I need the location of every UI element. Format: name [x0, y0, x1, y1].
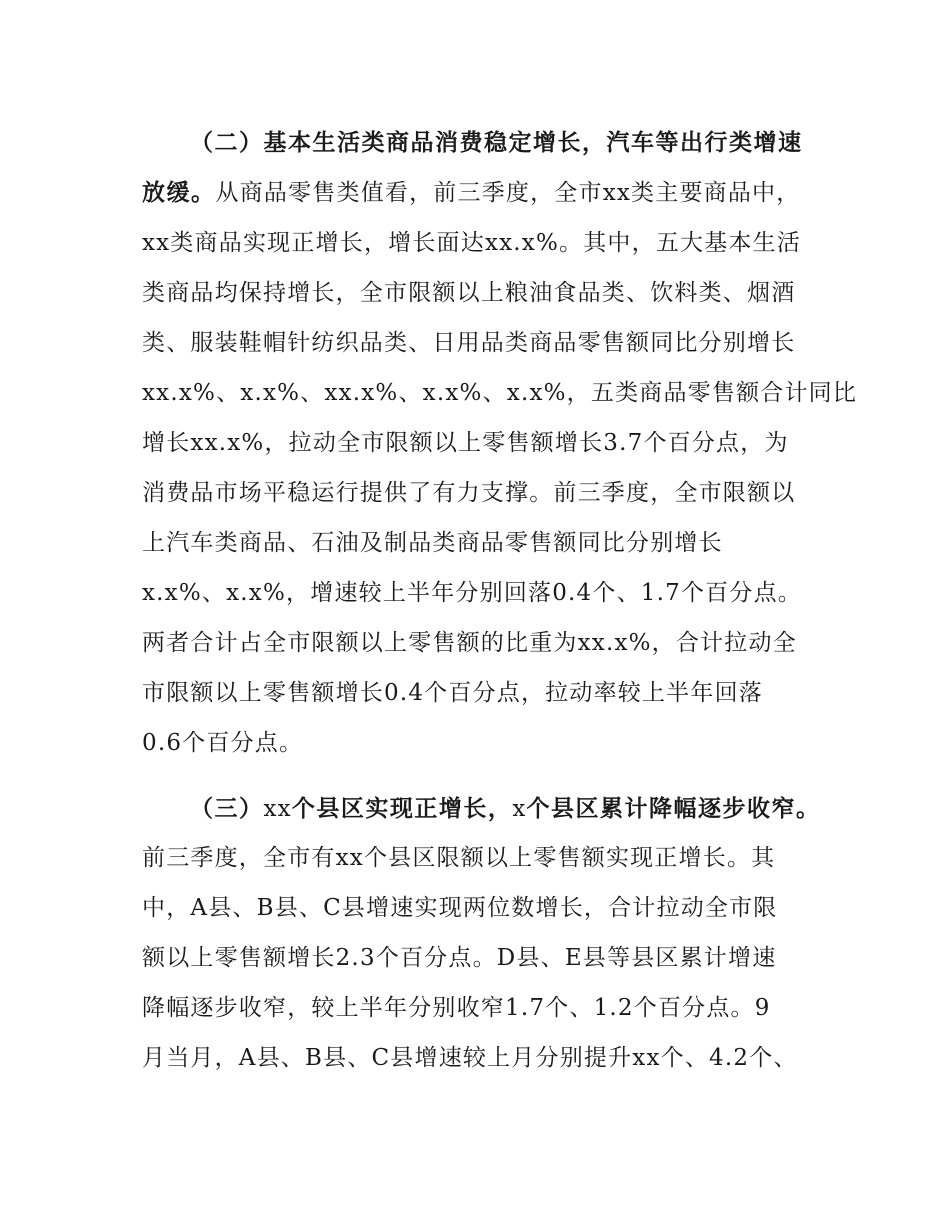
section2-text-line: x.x%、x.x%，增速较上半年分别回落0.4个、1.7个百分点。	[142, 580, 802, 606]
section3-text-line: 降幅逐步收窄，较上半年分别收窄1.7个、1.2个百分点。9	[142, 995, 771, 1021]
section3-heading-rest: 个县区累计降幅逐步收窄。	[526, 796, 821, 822]
section2-text-line: 从商品零售类值看，前三季度，全市xx类主要商品中，	[215, 180, 801, 206]
section2-line-2	[142, 178, 800, 208]
section3-text-line: 前三季度，全市有xx个县区限额以上零售额实现正增长。其	[142, 845, 776, 871]
section2-heading-line1	[190, 128, 803, 158]
section3-heading-prefix: （三）	[190, 796, 264, 822]
section3-heading-xx: xx	[263, 796, 292, 822]
section2-heading-part2: 放缓。	[142, 180, 216, 206]
section2-text-line: 市限额以上零售额增长0.4个百分点，拉动率较上半年回落	[142, 680, 763, 706]
section3-heading-x: x	[512, 796, 527, 822]
section2-text-line: 上汽车类商品、石油及制品类商品零售额同比分别增长	[142, 530, 723, 556]
section2-text-line: 两者合计占全市限额以上零售额的比重为xx.x%，合计拉动全	[142, 630, 797, 656]
section3-heading	[190, 794, 821, 824]
section2-text-line: xx.x%、x.x%、xx.x%、x.x%、x.x%，五类商品零售额合计同比	[142, 380, 858, 406]
section2-text-line: 0.6个百分点。	[142, 730, 304, 756]
section2-heading-part1: （二）基本生活类商品消费稳定增长，汽车等出行类增速	[190, 130, 803, 156]
section3-text-line: 中，A县、B县、C县增速实现两位数增长，合计拉动全市限	[142, 895, 778, 921]
section2-text-line: 消费品市场平稳运行提供了有力支撑。前三季度，全市限额以	[142, 480, 796, 506]
section3-text-line: 额以上零售额增长2.3个百分点。D县、E县等县区累计增速	[142, 945, 777, 971]
section3-heading-mid: 个县区实现正增长，	[291, 796, 513, 822]
section2-text-line: 类、服装鞋帽针纺织品类、日用品类商品零售额同比分别增长	[142, 330, 796, 356]
section2-text-line: 类商品均保持增长，全市限额以上粮油食品类、饮料类、烟酒	[142, 280, 796, 306]
section2-text-line: 增长xx.x%，拉动全市限额以上零售额增长3.7个百分点，为	[142, 430, 789, 456]
section2-text-line: xx类商品实现正增长，增长面达xx.x%。其中，五大基本生活	[142, 230, 802, 256]
section3-text-line: 月当月，A县、B县、C县增速较上月分别提升xx个、4.2个、	[142, 1045, 798, 1071]
